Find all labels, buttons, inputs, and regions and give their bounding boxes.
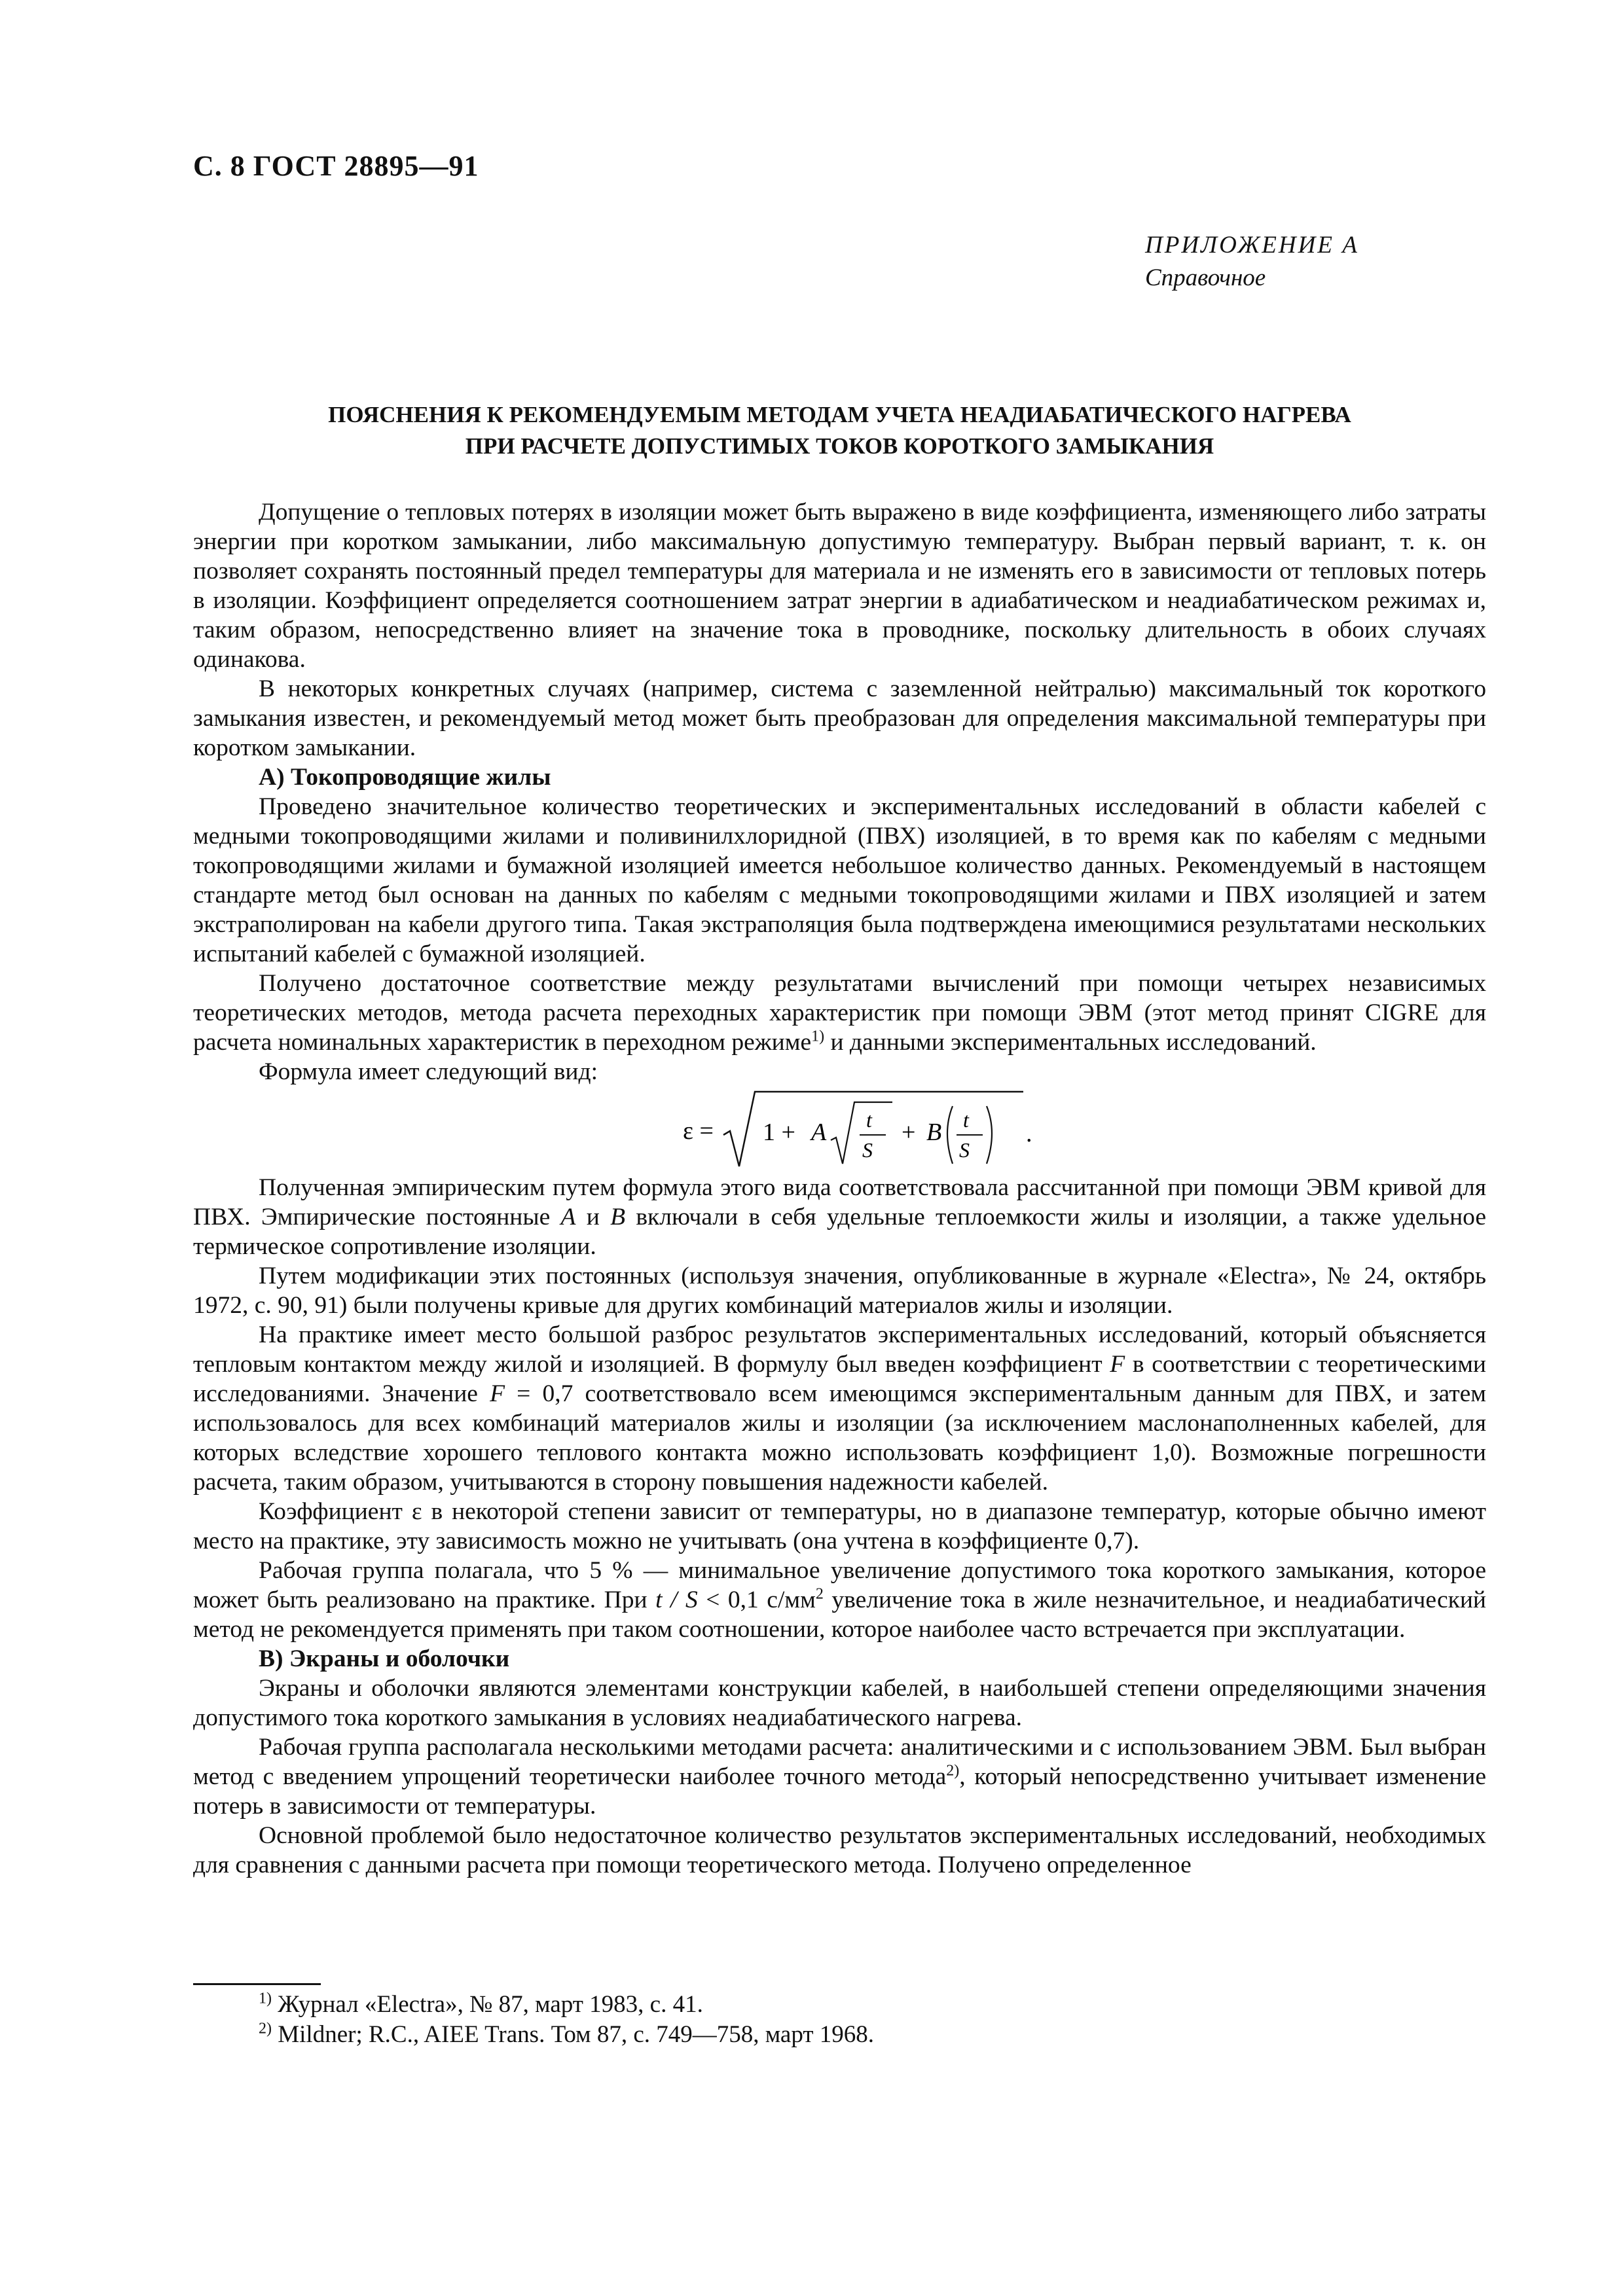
- paragraph: [193, 1732, 1486, 1821]
- paragraph: Допущение о тепловых потерях в изоляции может быть выражено в виде коэффициента, изменяющего либо затраты энергии при коротком замыкании, либо максимальную допустимую температуру. Выбран первый вариант, т. к. он позволяет сохранять постоянный предел температуры для материала и не изменять его в зависимости от тепловых потерь в изоляции. Коэффициент определяется соотношением затрат энергии в адиабатическом и неадиабатическом режимах и, таким образом, непосредственно влияет на значение тока в проводнике, поскольку длительность в обоих случаях одинакова.: [193, 499, 1486, 673]
- footnote-mark: 2): [259, 2020, 272, 2037]
- constant-B: В: [610, 1204, 626, 1230]
- coefficient-F: F: [490, 1380, 505, 1407]
- document-title: [193, 399, 1486, 462]
- footnotes: [259, 1990, 1437, 2050]
- footnote-divider: [193, 1983, 321, 1985]
- formula-svg: [683, 1086, 1049, 1173]
- footnote: [259, 2020, 1437, 2050]
- title-line-1: ПОЯСНЕНИЯ К РЕКОМЕНДУЕМЫМ МЕТОДАМ УЧЕТА НЕАДИАБАТИЧЕСКОГО НАГРЕВА: [328, 402, 1351, 427]
- text-span: включали в себя удельные теплоемкости жилы и изоляции, а также удельное термическое сопротивление изоляции.: [193, 1204, 1486, 1260]
- paragraph: В некоторых конкретных случаях (например, система с заземленной нейтралью) максимальный ток короткого замыкания известен, и рекомендуемый метод может быть преобразован для определения максимальной температуры при коротком замыкании.: [193, 675, 1486, 761]
- paragraph: Экраны и оболочки являются элементами конструкции кабелей, в наибольшей степени определяющими значения допустимого тока короткого замыкания в условиях неадиабатического нагрева.: [193, 1675, 1486, 1731]
- section-heading-b: В) Экраны и оболочки: [259, 1645, 510, 1672]
- constant-A: А: [560, 1204, 576, 1230]
- text-span: Рабочая группа полагала, что 5 % — минимальное увеличение допустимого тока короткого замыкания, которое может быть реализовано на практике. При: [193, 1557, 1486, 1613]
- paragraph: Формула имеет следующий вид:: [259, 1058, 598, 1085]
- title-line-2: ПРИ РАСЧЕТЕ ДОПУСТИМЫХ ТОКОВ КОРОТКОГО ЗАМЫКАНИЯ: [465, 433, 1214, 459]
- fraction-denominator: S: [958, 1138, 970, 1162]
- fraction-numerator: t: [962, 1108, 969, 1132]
- paragraph: Путем модификации этих постоянных (используя значения, опубликованные в журнале «Electra», № 24, октябрь 1972, с. 90, 91) были получены кривые для других комбинаций материалов жилы и изоляции.: [193, 1263, 1486, 1319]
- text-span: в соответствии с теоретическими исследованиями. Значение: [193, 1351, 1486, 1407]
- footnote-text: Mildner; R.C., AIEE Trans. Том 87, с. 749—758, март 1968.: [278, 2021, 875, 2048]
- inner-radical-sign: [831, 1102, 892, 1164]
- footnote: [259, 1990, 1437, 2020]
- text-span: и данными экспериментальных исследований.: [824, 1029, 1317, 1056]
- text-span: Рабочая группа располагала несколькими методами расчета: аналитическими и с использованием ЭВМ. Был выбран метод с введением упрощений теоретически наиболее точного метода: [193, 1734, 1486, 1790]
- formula-B: B: [926, 1119, 941, 1146]
- formula-one-plus: 1 +: [762, 1119, 795, 1146]
- fraction-denominator: S: [862, 1138, 873, 1162]
- paragraph: [193, 1173, 1486, 1261]
- text-span: Полученная эмпирическим путем формула этого вида соответствовала рассчитанной при помощи ЭВМ кривой для ПВХ. Эмпирические постоянные: [193, 1174, 1486, 1230]
- text-span: , который непосредственно учитывает изменение потерь в зависимости от температуры.: [193, 1763, 1486, 1820]
- text-span: Получено достаточное соответствие между результатами вычислений при помощи четырех независимых теоретических методов, метода расчета переходных характеристик при помощи ЭВМ (этот метод принят CIGRE для расчета номинальных характеристик в переходном режиме: [193, 970, 1486, 1056]
- appendix-label: [1145, 229, 1472, 295]
- fraction-numerator: t: [866, 1108, 872, 1132]
- footnote-ref-1: 1): [811, 1028, 825, 1045]
- ratio-t-s: t / S: [655, 1587, 698, 1613]
- paragraph: [193, 1556, 1486, 1644]
- paragraph: Проведено значительное количество теоретических и экспериментальных исследований в области кабелей с медными токопроводящими жилами и поливинилхлоридной (ПВХ) изоляцией, в то время как по кабелям с медными токопроводящими жилами и бумажной изоляцией имеется небольшое количество данных. Рекомендуемый в настоящем стандарте метод был основан на данных по кабелям с медными токопроводящими жилами и ПВХ изоляцией и затем экстраполирован на кабели другого типа. Такая экстраполяция была подтверждена имеющимися результатами нескольких испытаний кабелей с бумажной изоляцией.: [193, 793, 1486, 967]
- text-span: На практике имеет место большой разброс результатов экспериментальных исследований, который объясняется тепловым контактом между жилой и изоляцией. В формулу был введен коэффициент: [193, 1321, 1486, 1378]
- formula: [193, 1086, 1486, 1173]
- coefficient-F: F: [1110, 1351, 1125, 1378]
- paragraph: Основной проблемой было недостаточное количество результатов экспериментальных исследований, необходимых для сравнения с данными расчета при помощи теоретического метода. Получено определенное: [193, 1822, 1486, 1878]
- text-span: < 0,1 с/мм: [697, 1587, 816, 1613]
- text-span: и: [575, 1204, 611, 1230]
- appendix-title: ПРИЛОЖЕНИЕ А: [1145, 232, 1359, 259]
- footnote-ref-2: 2): [946, 1762, 960, 1780]
- footnote-text: Журнал «Electra», № 87, март 1983, с. 41.: [278, 1991, 703, 2018]
- footnote-mark: 1): [259, 1990, 272, 2007]
- paragraph: [193, 969, 1486, 1057]
- formula-lhs: ε =: [682, 1117, 714, 1145]
- text-span: увеличение тока в жиле незначительное, и неадиабатический метод не рекомендуется применять при таком соотношении, которое наиболее часто встречается при эксплуатации.: [193, 1587, 1486, 1643]
- formula-end: .: [1025, 1120, 1032, 1147]
- body-text: [193, 497, 1486, 1880]
- section-heading-a: А) Токопроводящие жилы: [259, 764, 551, 791]
- text-span: = 0,7 соответствовало всем имеющимся экспериментальным данным для ПВХ, и затем использовалось для всех комбинаций материалов жилы и изоляции (за исключением маслонаполненных кабелей, для которых вследствие хорошего теплового контакта можно использовать коэффициент 1,0). Возможные погрешности расчета, таким образом, учитываются в сторону повышения надежности кабелей.: [193, 1380, 1486, 1496]
- paragraph: Коэффициент ε в некоторой степени зависит от температуры, но в диапазоне температур, которые обычно имеют место на практике, эту зависимость можно не учитывать (она учтена в коэффициенте 0,7).: [193, 1498, 1486, 1554]
- appendix-subtitle: Справочное: [1145, 264, 1266, 291]
- formula-plus: +: [901, 1119, 915, 1146]
- right-paren: [987, 1106, 992, 1164]
- left-paren: [947, 1106, 953, 1164]
- formula-A: A: [811, 1119, 826, 1146]
- superscript: 2: [815, 1585, 824, 1603]
- paragraph: [193, 1320, 1486, 1497]
- page-header: С. 8 ГОСТ 28895—91: [193, 150, 479, 182]
